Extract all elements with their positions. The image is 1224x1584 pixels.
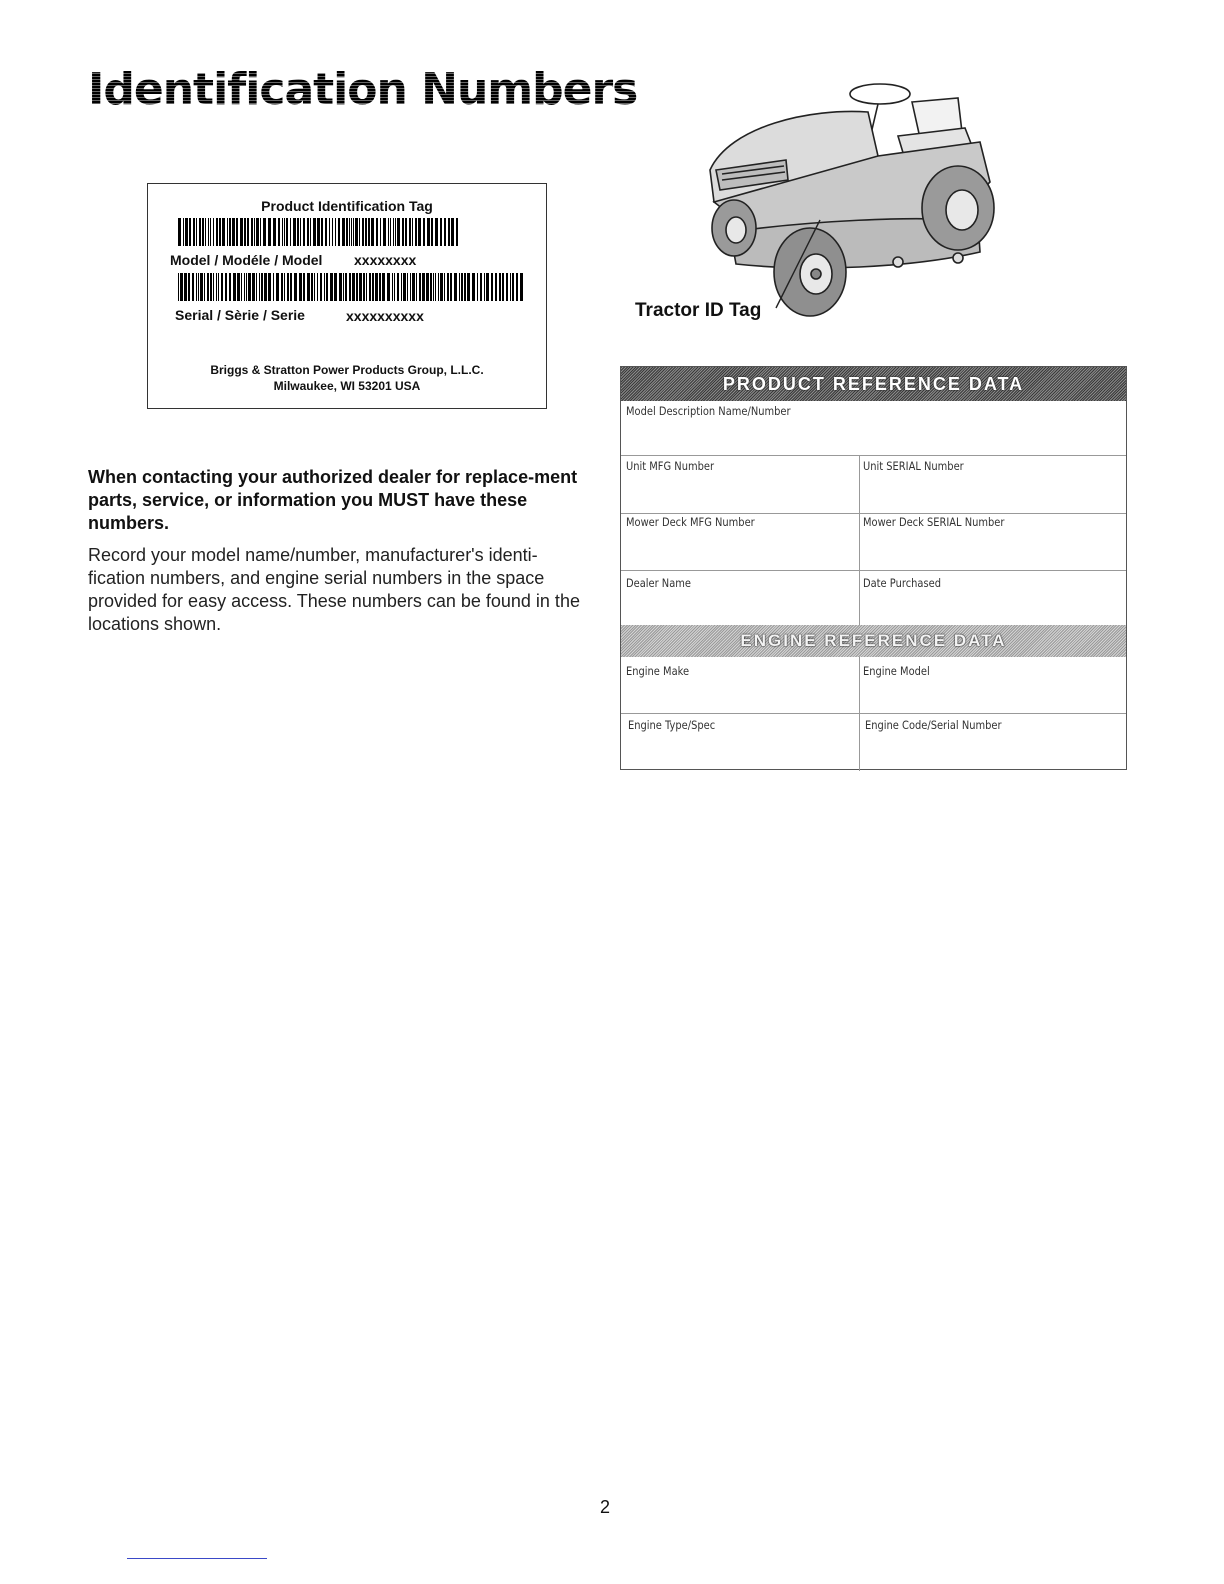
riding-mower-illustration — [690, 72, 1010, 324]
serial-label: Serial / Sèrie / Serie — [175, 307, 305, 323]
tractor-id-tag-caption: Tractor ID Tag — [635, 300, 762, 321]
unit-serial-field[interactable]: Unit SERIAL Number — [863, 459, 964, 473]
company-address: Milwaukee, WI 53201 USA — [273, 379, 421, 393]
engine-code-field[interactable]: Engine Code/Serial Number — [865, 718, 1002, 732]
deck-serial-field[interactable]: Mower Deck SERIAL Number — [863, 515, 1005, 529]
engine-reference-header: ENGINE REFERENCE DATA — [621, 625, 1126, 657]
model-label: Model / Modéle / Model — [170, 252, 323, 268]
deck-mfg-field[interactable]: Mower Deck MFG Number — [626, 515, 755, 529]
date-purchased-field[interactable]: Date Purchased — [863, 576, 941, 590]
model-barcode — [178, 218, 460, 246]
page-number: 2 — [600, 1497, 611, 1517]
tag-title: Product Identification Tag — [261, 198, 433, 214]
engine-model-field[interactable]: Engine Model — [863, 664, 930, 678]
dealer-name-field[interactable]: Dealer Name — [626, 576, 691, 590]
serial-value: xxxxxxxxxx — [346, 308, 424, 324]
company-info — [148, 362, 546, 394]
engine-type-field[interactable]: Engine Type/Spec — [628, 718, 716, 732]
model-value: xxxxxxxx — [354, 252, 417, 268]
contact-dealer-heading: When contacting your authorized dealer for replace-ment parts, service, or information you MUST have these numbers. — [88, 467, 578, 533]
engine-make-field[interactable]: Engine Make — [626, 664, 690, 678]
product-identification-tag — [147, 183, 547, 409]
reference-data-table — [620, 366, 1127, 770]
serial-barcode — [178, 273, 526, 301]
company-name: Briggs & Stratton Power Products Group, L.L.C. — [210, 363, 484, 377]
unit-mfg-field[interactable]: Unit MFG Number — [626, 459, 715, 473]
footer-rule — [127, 1558, 267, 1559]
record-numbers-paragraph: Record your model name/number, manufacturer's identi-fication numbers, and engine serial numbers in the space provided for easy access. These numbers can be found in the locations shown. — [88, 545, 580, 634]
page-title: Identification Numbers — [88, 64, 638, 115]
product-reference-header: PRODUCT REFERENCE DATA — [621, 367, 1126, 401]
model-description-field[interactable]: Model Description Name/Number — [626, 404, 791, 418]
